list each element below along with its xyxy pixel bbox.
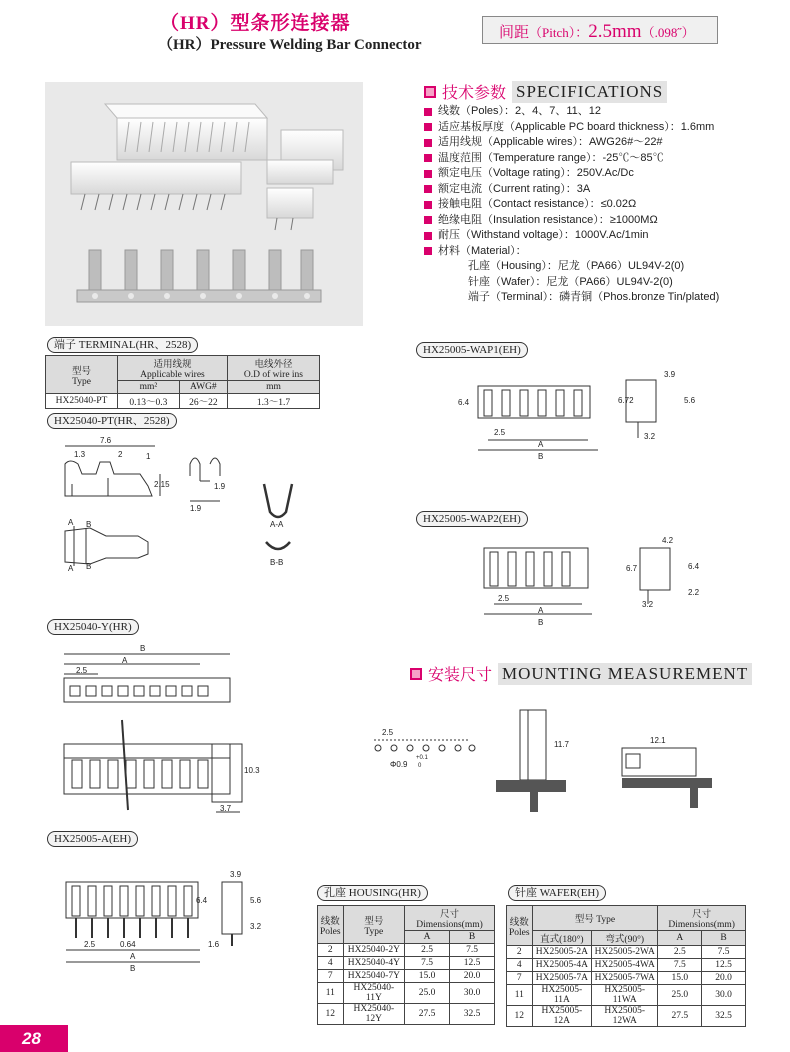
table-row: 4 HX25005-4A HX25005-4WA 7.5 12.5	[507, 959, 746, 972]
spec-item: 接触电阻（Contact resistance）：≤0.02Ω	[424, 197, 784, 213]
mounting-drawing: 2.5 Φ0.9 +0.1 0 11.7 12.1	[360, 700, 740, 820]
table-row: 12 HX25040-12Y 27.5 32.5	[318, 1004, 495, 1025]
housing-y-drawing: B A 2.5 10.3 3.7	[50, 640, 310, 820]
spec-heading-cn: 技术参数	[442, 85, 507, 102]
page-number: 28	[0, 1025, 68, 1052]
terminal-drawing: 7.6 1.3 2 1 2.15 1.9 1.9 A-A B-B A B A B	[50, 436, 310, 586]
wafer-label: 针座 WAFER(EH)	[508, 885, 606, 901]
bullet-icon	[424, 139, 432, 147]
spec-item: 耐压（Withstand voltage）：1000V.Ac/1min	[424, 228, 784, 244]
pitch-value: 2.5mm	[588, 21, 642, 42]
title-en: （HR）Pressure Welding Bar Connector	[158, 37, 422, 53]
pitch-en: （Pitch）：	[529, 25, 589, 40]
spec-item: 线数（Poles）：2、4、7、11、12	[424, 104, 784, 120]
bullet-icon	[424, 170, 432, 178]
spec-item: 温度范围（Temperature range）：-25℃～85℃	[424, 151, 784, 167]
bullet-icon	[424, 123, 432, 131]
wap2-label: HX25005-WAP2(EH)	[416, 511, 528, 527]
table-row: 7 HX25040-7Y 15.0 20.0	[318, 970, 495, 983]
wafer-a-drawing: 3.9 6.4 5.6 3.2 1.6 2.5 0.64 A B	[50, 862, 290, 982]
bullet-icon	[424, 108, 432, 116]
spec-item: 材料（Material）：	[424, 244, 784, 260]
bullet-icon	[424, 247, 432, 255]
pitch-box	[482, 16, 718, 44]
wafer-wap1-drawing: 6.4 3.9 6.72 5.6 3.2 2.5 A B	[458, 370, 696, 461]
pitch-inch: （.098˝）	[641, 25, 695, 40]
table-row: 2 HX25005-2A HX25005-2WA 2.5 7.5	[507, 946, 746, 959]
spec-item: 额定电流（Current rating）：3A	[424, 182, 784, 198]
bullet-icon	[424, 216, 432, 224]
product-photo	[45, 82, 363, 326]
material-item: 孔座（Housing）：尼龙（PA66）UL94V-2(0)	[468, 260, 685, 272]
spec-item: 额定电压（Voltage rating）：250V.Ac/Dc	[424, 166, 784, 182]
spec-heading-en: SPECIFICATIONS	[512, 81, 667, 103]
spec-item: 绝缘电阻（Insulation resistance）：≥1000MΩ	[424, 213, 784, 229]
spec-item: 适用线规（Applicable wires）：AWG26#～22#	[424, 135, 784, 151]
table-row: HX25040-PT 0.13～0.3 26～22 1.3～1.7	[46, 394, 320, 409]
a-label: HX25005-A(EH)	[47, 831, 138, 847]
bullet-icon	[424, 185, 432, 193]
wafer-table: 线数 Poles 型号 Type 尺寸Dimensions(mm) 直式(180°) 弯式(90°) A B 2 HX25005-2A HX25005-2WA 2.5 7.5 4 HX25005-4A HX25005-4WA 7.5 12.5 7 HX25005-7A HX25005-7WA 15.0 20.0 11 HX25005-11A HX25005-11WA 25.0 30.0 12 HX25005-12A HX25005-12WA 27.5 32.5	[506, 905, 746, 1027]
y-label: HX25040-Y(HR)	[47, 619, 139, 635]
terminal-table: 型号 Type 适用线规 Applicable wires 电线外径 O.D of wire ins mm² AWG# mm HX25040-PT 0.13～0.3 26～22 1.3～1.7	[45, 355, 320, 409]
bullet-square-icon	[410, 668, 422, 680]
table-row: 7 HX25005-7A HX25005-7WA 15.0 20.0	[507, 972, 746, 985]
table-row: 12 HX25005-12A HX25005-12WA 27.5 32.5	[507, 1006, 746, 1027]
mounting-heading-en: MOUNTING MEASUREMENT	[498, 663, 752, 685]
bullet-icon	[424, 232, 432, 240]
bullet-icon	[424, 201, 432, 209]
housing-label: 孔座 HOUSING(HR)	[317, 885, 428, 901]
spec-list	[424, 104, 784, 306]
housing-table: 线数 Poles 型号 Type 尺寸Dimensions(mm) A B 2 HX25040-2Y 2.5 7.5 4 HX25040-4Y 7.5 12.5 7 HX25040-7Y 15.0 20.0 11 HX25040-11Y 25.0 30.0 12 HX25040-12Y 27.5 32.5	[317, 905, 495, 1025]
pitch-cn: 间距	[499, 25, 530, 41]
wafer-wap2-drawing: 4.2 6.7 6.4 2.2 3.2 2.5 A B	[448, 534, 708, 634]
terminal-label: 端子 TERMINAL(HR、2528)	[47, 337, 198, 353]
mounting-heading	[410, 662, 752, 685]
material-item: 端子（Terminal）：磷青铜（Phos.bronze Tin/plated)	[468, 291, 720, 303]
table-row: 4 HX25040-4Y 7.5 12.5	[318, 957, 495, 970]
spec-heading	[424, 80, 667, 103]
wap1-label: HX25005-WAP1(EH)	[416, 342, 528, 358]
spec-item: 适应基板厚度（Applicable PC board thickness）：1.6mm	[424, 120, 784, 136]
material-item: 针座（Wafer）：尼龙（PA66）UL94V-2(0)	[468, 275, 673, 288]
table-row: 2 HX25040-2Y 2.5 7.5	[318, 944, 495, 957]
table-row: 11 HX25040-11Y 25.0 30.0	[318, 983, 495, 1004]
title-cn: （HR）型条形连接器	[160, 13, 351, 34]
bullet-square-icon	[424, 86, 436, 98]
pt-label: HX25040-PT(HR、2528)	[47, 413, 177, 429]
table-row: 11 HX25005-11A HX25005-11WA 25.0 30.0	[507, 985, 746, 1006]
bullet-icon	[424, 154, 432, 162]
mounting-heading-cn: 安装尺寸	[428, 667, 493, 684]
